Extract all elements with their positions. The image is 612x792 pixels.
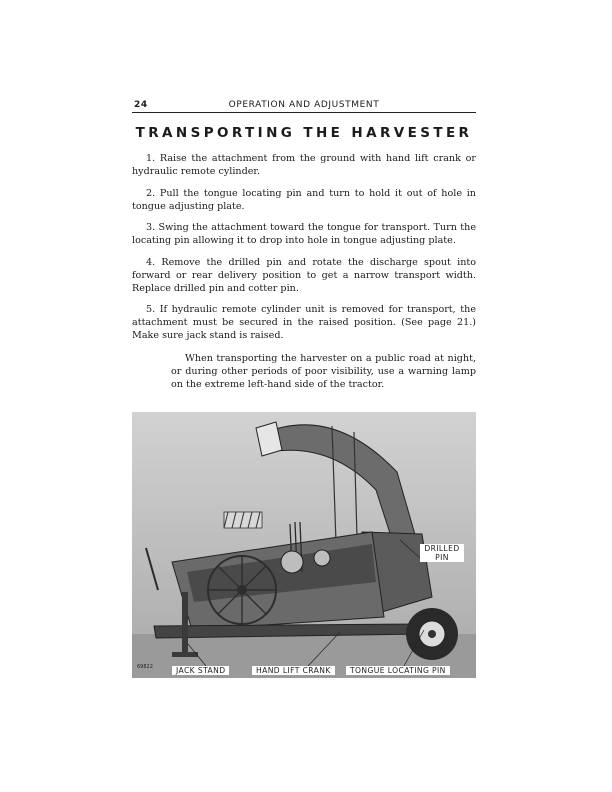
step-1: 1. Raise the attachment from the ground with hand lift crank or hydraulic remote cylinder. (132, 153, 476, 178)
page-number: 24 (134, 100, 148, 110)
warning-note: When transporting the harvester on a public road at night, or during other periods of poor visibility, use a warning lamp on the extreme left-hand side of the tractor. (171, 353, 476, 391)
callout-tongue-locating-pin: TONGUE LOCATING PIN (346, 666, 450, 675)
step-4: 4. Remove the drilled pin and rotate the discharge spout into forward or rear delivery position to get a narrow transport width. Replace drilled pin and cotter pin. (132, 257, 476, 295)
step-5: 5. If hydraulic remote cylinder unit is removed for transport, the attachment must be secured in the raised position. (See page 21.) Make sure jack stand is raised. (132, 304, 476, 342)
photo-code: 69822 (137, 664, 153, 670)
step-2: 2. Pull the tongue locating pin and turn to hold it out of hole in tongue adjusting plate. (132, 188, 476, 213)
running-head: OPERATION AND ADJUSTMENT (228, 100, 380, 110)
callout-hand-lift-crank: HAND LIFT CRANK (252, 666, 335, 675)
harvester-photo (132, 412, 476, 678)
step-3: 3. Swing the attachment toward the tongue for transport. Turn the locating pin allowing it to drop into hole in tongue adjusting plate. (132, 222, 476, 247)
callout-drilled-pin: DRILLED PIN (420, 544, 464, 562)
section-title: TRANSPORTING THE HARVESTER (135, 125, 473, 141)
page-header (132, 100, 476, 113)
callout-jack-stand: JACK STAND (172, 666, 229, 675)
